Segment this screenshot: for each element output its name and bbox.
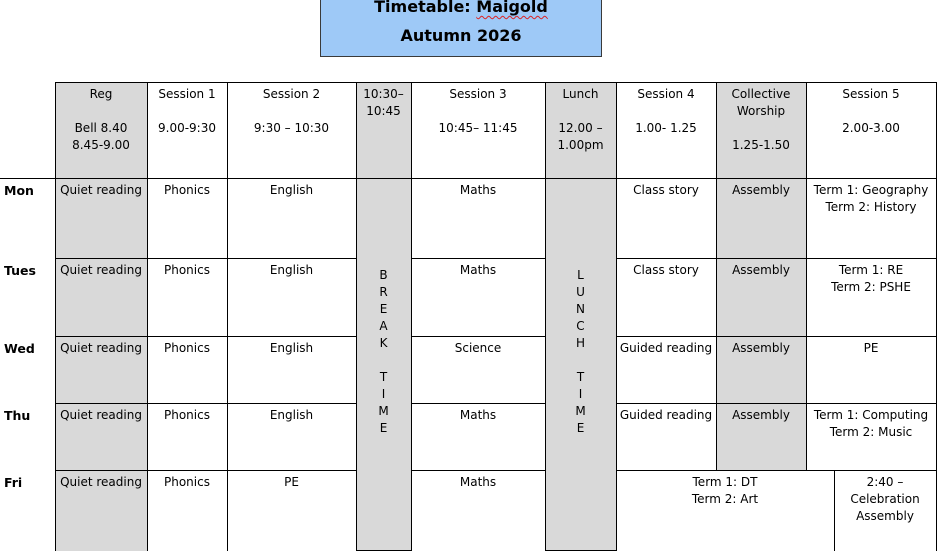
day-label: Mon bbox=[0, 179, 55, 259]
cell-collective-worship: Assembly bbox=[716, 337, 806, 404]
cell-collective-worship: Assembly bbox=[716, 404, 806, 471]
cell-reg: Quiet reading bbox=[55, 179, 147, 259]
lunch-letter: U bbox=[576, 285, 585, 299]
header-reg bbox=[55, 83, 147, 179]
cell-session-5: 2:40 – Celebration Assembly bbox=[834, 471, 936, 551]
cell-session-2: English bbox=[227, 179, 356, 259]
cell-collective-worship: Assembly bbox=[716, 259, 806, 337]
day-label: Thu bbox=[0, 404, 55, 471]
header-label: Session 2 bbox=[262, 87, 321, 101]
lunch-letter: E bbox=[576, 421, 585, 435]
lunch-letter: C bbox=[576, 319, 585, 333]
header-time: 9:30 – 10:30 bbox=[253, 121, 330, 135]
header-label: Collective Worship bbox=[731, 87, 791, 118]
header-time: 10:45– 11:45 bbox=[438, 121, 518, 135]
cell-session-2: English bbox=[227, 404, 356, 471]
cell-session-5: PE bbox=[806, 337, 936, 404]
header-session-3 bbox=[411, 83, 545, 179]
cell-session-3: Maths bbox=[411, 179, 545, 259]
break-letter: A bbox=[379, 319, 388, 333]
cell-session-3: Maths bbox=[411, 471, 545, 551]
day-label: Fri bbox=[0, 471, 55, 551]
header-time: 12.00 – 1.00pm bbox=[557, 121, 604, 152]
timetable bbox=[0, 82, 937, 551]
lunch-letter: N bbox=[576, 302, 585, 316]
cell-session-4: Class story bbox=[616, 259, 716, 337]
header-session-5 bbox=[806, 83, 936, 179]
break-letter: I bbox=[381, 387, 386, 401]
break-letter: R bbox=[379, 285, 388, 299]
corner-cell bbox=[0, 83, 55, 179]
header-label: Session 4 bbox=[637, 87, 695, 101]
header-label: Session 1 bbox=[158, 87, 216, 101]
title-prefix: Timetable: bbox=[374, 0, 477, 16]
header-session-2 bbox=[227, 83, 356, 179]
cell-reg: Quiet reading bbox=[55, 404, 147, 471]
header-time: 1.25-1.50 bbox=[732, 138, 790, 152]
cell-session-3: Science bbox=[411, 337, 545, 404]
day-label: Wed bbox=[0, 337, 55, 404]
lunch-letter: L bbox=[577, 268, 584, 282]
header-time: 2.00-3.00 bbox=[842, 121, 900, 135]
header-lunch bbox=[545, 83, 616, 179]
header-time: 9.00-9:30 bbox=[158, 121, 216, 135]
break-letter: M bbox=[378, 404, 389, 418]
break-time-label bbox=[378, 267, 390, 437]
header-session-1 bbox=[147, 83, 227, 179]
cell-reg: Quiet reading bbox=[55, 471, 147, 551]
header-label: Reg bbox=[89, 87, 113, 101]
cell-session-2: PE bbox=[227, 471, 356, 551]
table-row bbox=[0, 471, 936, 551]
cell-session-5: Term 1: Computing Term 2: Music bbox=[806, 404, 936, 471]
cell-session-4-merged: Term 1: DT Term 2: Art bbox=[616, 471, 834, 551]
page-title bbox=[321, 0, 601, 17]
lunch-letter bbox=[575, 352, 587, 369]
header-break: 10:30– 10:45 bbox=[356, 83, 411, 179]
break-time-cell bbox=[356, 179, 411, 551]
break-letter: E bbox=[379, 421, 388, 435]
break-letter bbox=[378, 352, 390, 369]
day-label: Tues bbox=[0, 259, 55, 337]
header-row bbox=[0, 83, 936, 179]
cell-session-4: Guided reading bbox=[616, 337, 716, 404]
cell-session-4: Guided reading bbox=[616, 404, 716, 471]
cell-session-5: Term 1: Geography Term 2: History bbox=[806, 179, 936, 259]
break-letter: T bbox=[379, 370, 388, 384]
cell-session-1: Phonics bbox=[147, 404, 227, 471]
lunch-letter: H bbox=[575, 336, 586, 350]
break-letter: E bbox=[379, 302, 388, 316]
cell-session-2: English bbox=[227, 259, 356, 337]
break-letter: K bbox=[379, 336, 388, 350]
break-letter: B bbox=[379, 268, 388, 282]
cell-session-3: Maths bbox=[411, 259, 545, 337]
cell-session-1: Phonics bbox=[147, 337, 227, 404]
table-row bbox=[0, 404, 936, 471]
lunch-time-label bbox=[575, 267, 587, 437]
cell-session-1: Phonics bbox=[147, 179, 227, 259]
header-session-4 bbox=[616, 83, 716, 179]
cell-session-4: Class story bbox=[616, 179, 716, 259]
title-class-name: Maigold bbox=[476, 0, 548, 16]
cell-session-5: Term 1: RE Term 2: PSHE bbox=[806, 259, 936, 337]
header-label: Session 3 bbox=[449, 87, 507, 101]
page-subtitle: Autumn 2026 bbox=[400, 26, 522, 45]
header-label: Session 5 bbox=[842, 87, 900, 101]
header-time: 1.00- 1.25 bbox=[635, 121, 697, 135]
header-time: Bell 8.40 8.45-9.00 bbox=[72, 121, 130, 152]
table-row bbox=[0, 259, 936, 337]
cell-reg: Quiet reading bbox=[55, 337, 147, 404]
lunch-letter: I bbox=[578, 387, 583, 401]
title-box bbox=[320, 0, 602, 57]
header-collective-worship bbox=[716, 83, 806, 179]
cell-collective-worship: Assembly bbox=[716, 179, 806, 259]
cell-session-1: Phonics bbox=[147, 259, 227, 337]
lunch-letter: M bbox=[575, 404, 586, 418]
table-row bbox=[0, 337, 936, 404]
cell-session-2: English bbox=[227, 337, 356, 404]
table-row bbox=[0, 179, 936, 259]
header-label: Lunch bbox=[562, 87, 599, 101]
cell-session-1: Phonics bbox=[147, 471, 227, 551]
cell-reg: Quiet reading bbox=[55, 259, 147, 337]
cell-session-3: Maths bbox=[411, 404, 545, 471]
lunch-time-cell bbox=[545, 179, 616, 551]
lunch-letter: T bbox=[576, 370, 585, 384]
